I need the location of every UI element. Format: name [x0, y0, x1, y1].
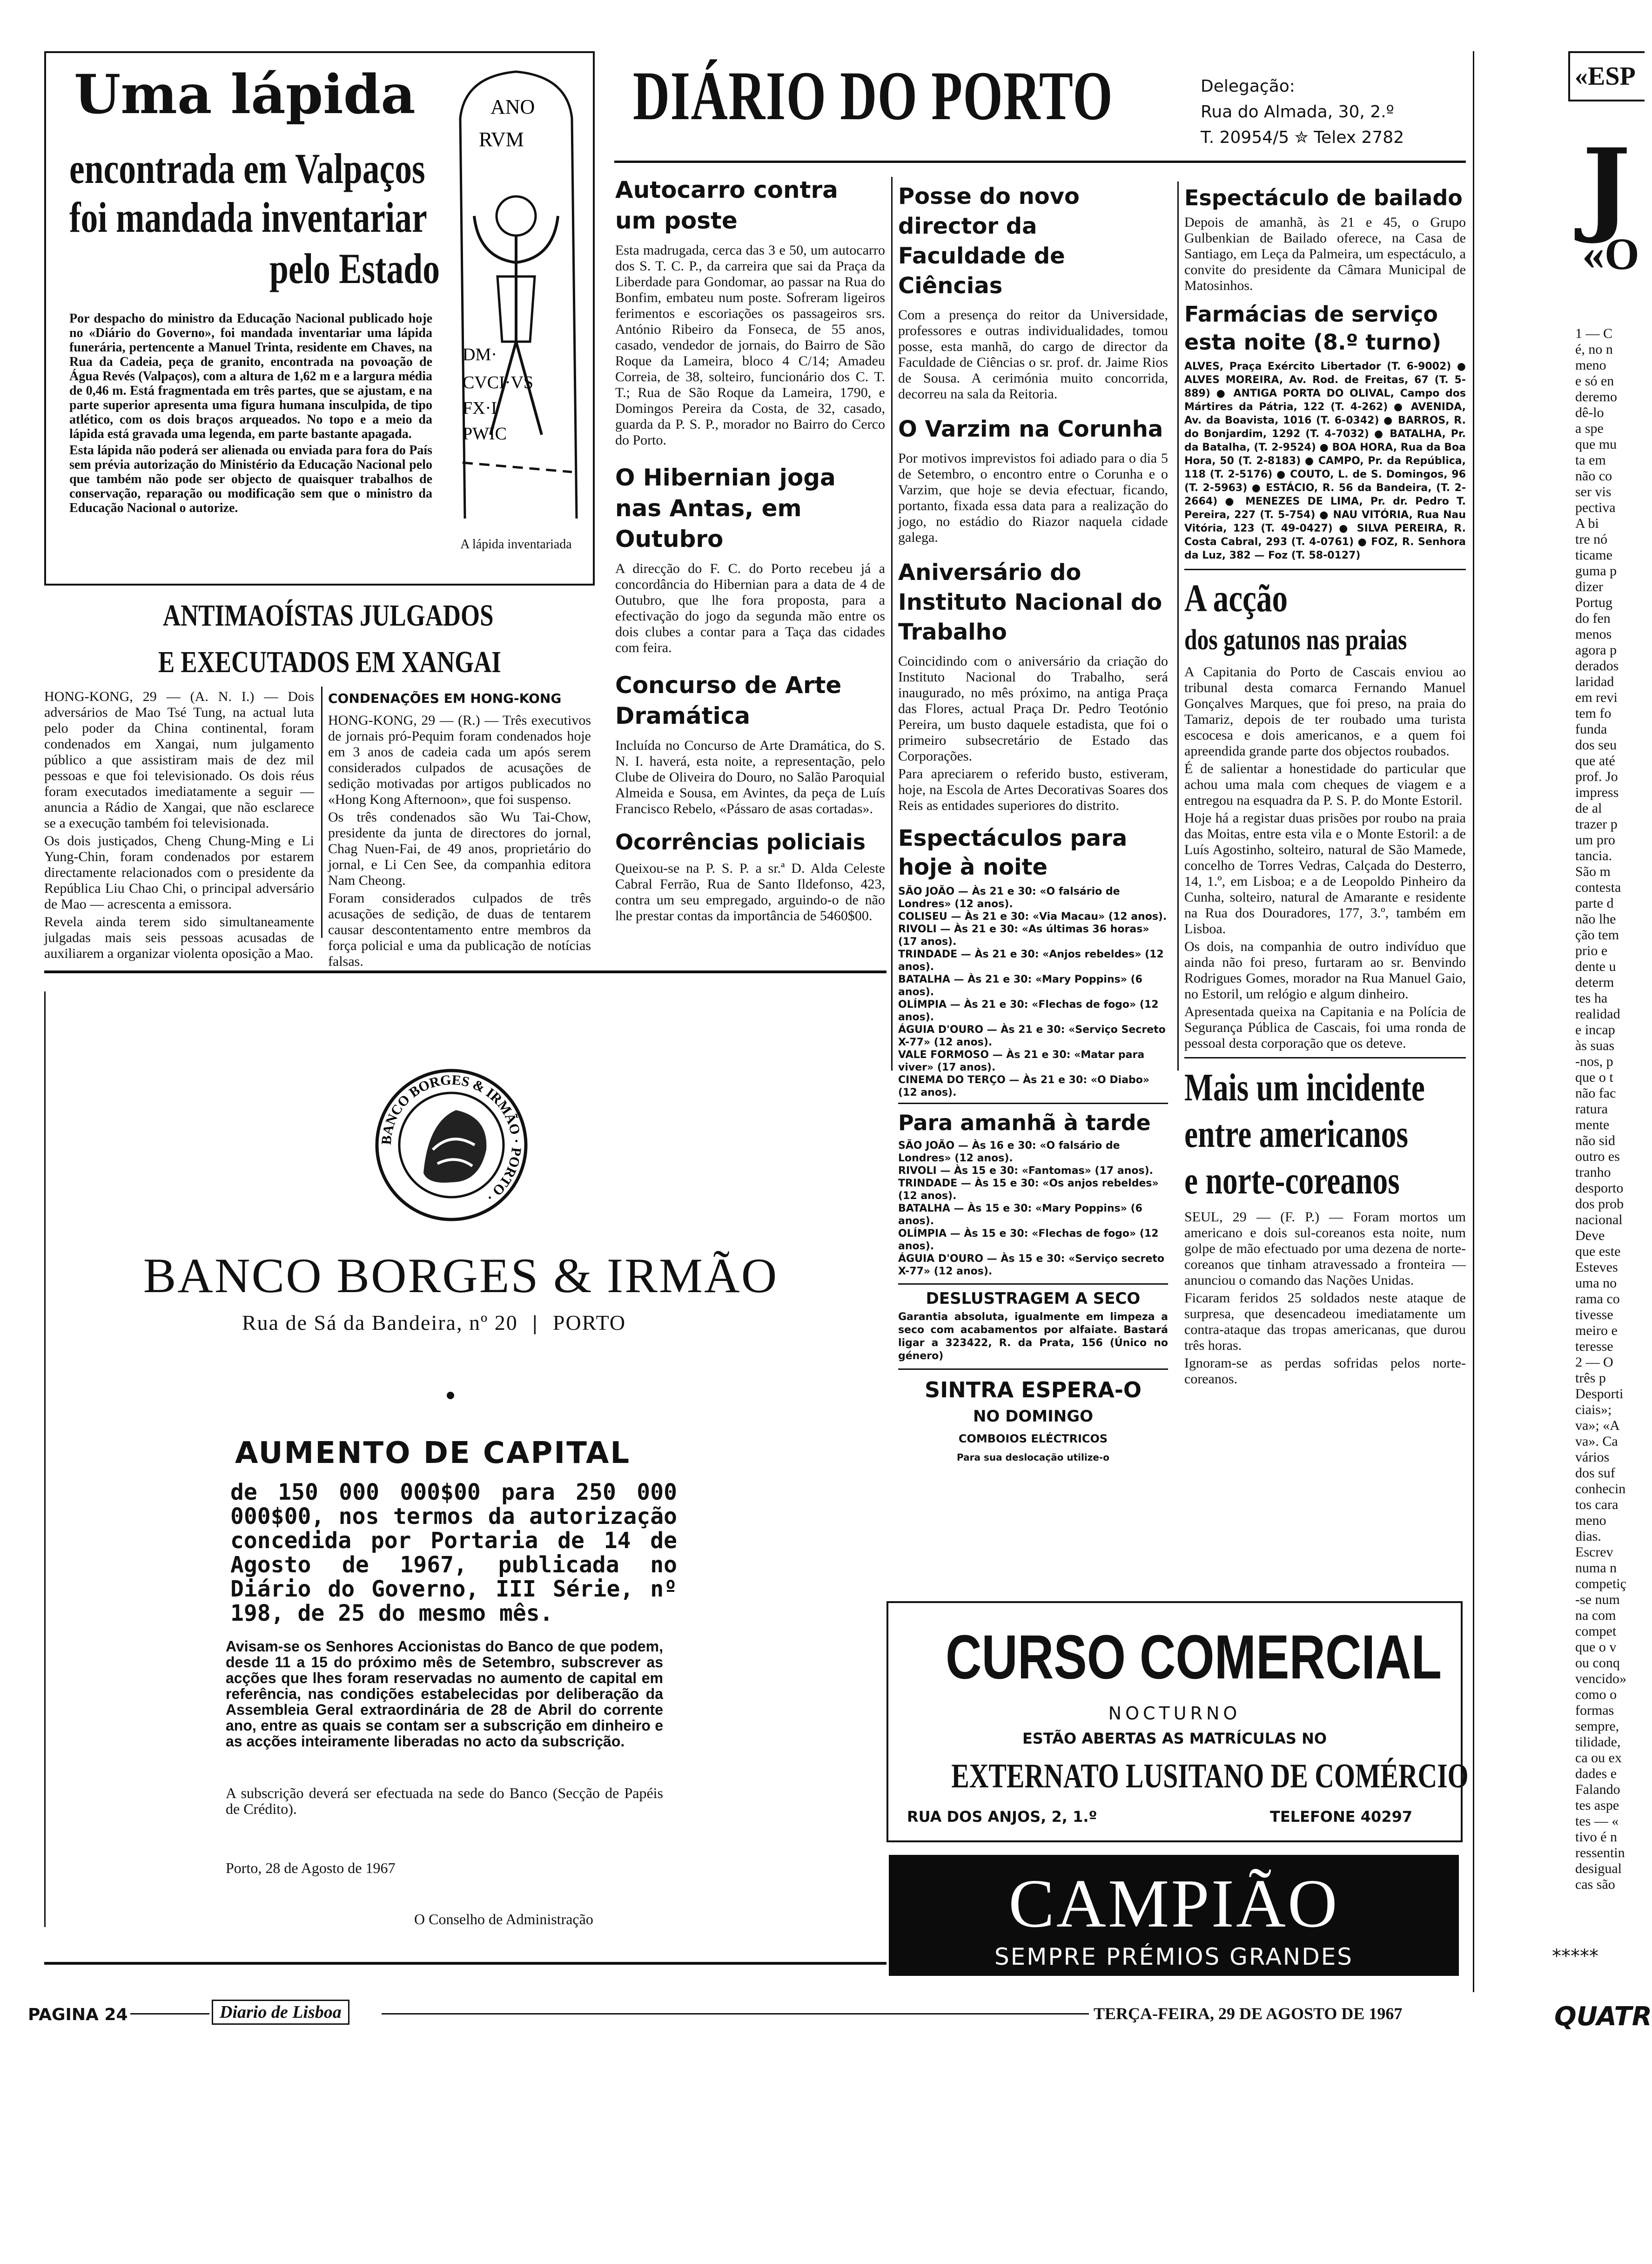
lapida-subtitle-2: foi mandada inventariar — [69, 194, 427, 241]
antimaoistas-body-2: Os dois justiçados, Cheng Chung-Ming e Li Yung-Chin, foram condenados por estarem directamente relacionados com o presidente da República Liu Chao Chi, o principal adversário de Mao — acrescenta a emissora. — [44, 833, 314, 912]
sintra-domingo: NO DOMINGO — [973, 1407, 1094, 1426]
col2-divider — [891, 177, 893, 1071]
antimaoistas-col-2 — [328, 691, 591, 971]
right-edge-line: Desporti — [1575, 1386, 1624, 1402]
incidente-rule — [1184, 1057, 1466, 1058]
right-edge-line: realidad — [1575, 1006, 1620, 1022]
footer-date: TERÇA-FEIRA, 29 DE AGOSTO DE 1967 — [1094, 2004, 1403, 2023]
posse-title: Posse do novo director da Faculdade de Ciências — [898, 183, 1080, 299]
right-edge-line: dos prob — [1575, 1196, 1624, 1212]
sintra-rule — [898, 1368, 1168, 1370]
right-edge-line: tes — « — [1575, 1813, 1619, 1829]
right-edge-line: funda — [1575, 721, 1607, 737]
banco-bottom-rule — [44, 1962, 886, 1965]
amanha-item: ÁGUIA D'OURO — Às 15 e 30: «Serviço secreto X-77» (12 anos). — [898, 1253, 1165, 1277]
banco-left-rule — [44, 991, 46, 1927]
right-edge-line: que este — [1575, 1244, 1621, 1259]
right-edge-line: dias. — [1575, 1529, 1601, 1544]
right-edge-line: que mu — [1575, 437, 1617, 452]
footer-page: PAGINA 24 — [28, 2005, 128, 2024]
lapida-body-1: Por despacho do ministro da Educação Nacional publicado hoje no «Diário do Governo», foi mandada inventariar uma lápida funerária, pertencente a Manuel Trinta, residente em Chaves, na Rua da Cadeia, peça de granito, encontrada na povoação de Água Revés (Valpaços), com a altura de 1,62 m e a largura média de 0,46 m. Está fragmentada em três partes, que se ajustam, e na parte superior apresenta uma figura humana insculpida, de tipo atlético, com os dois braços arqueados. No topo e a meio da lápida está gravada uma legenda, em parte bastante apagada. — [69, 311, 432, 441]
col3-divider — [1177, 182, 1179, 1071]
right-edge-line: e só en — [1575, 373, 1614, 389]
right-edge-line: ca ou ex — [1575, 1750, 1622, 1765]
aniversario-body-2: Para apreciarem o referido busto, estiveram, hoje, na Escola de Artes Decorativas Soares dos Reis as entidades superiores do distrito. — [898, 766, 1168, 813]
autocarro-title: Autocarro contra um poste — [615, 176, 838, 234]
lapida-body — [69, 311, 432, 517]
right-edge-line: a spe — [1575, 421, 1604, 436]
right-edge-line: meno — [1575, 357, 1606, 373]
accao-body-5: Apresentada queixa na Capitania e na Polícia de Segurança Pública de Cascais, foi uma ronda de pessoal desta corporação que os deteve. — [1184, 1004, 1466, 1051]
hongkong-body-2: Os três condenados são Wu Tai-Chow, presidente da junta de directores do jornal, Chag Nuen-Fai, de 49 anos, proprietário do jornal, e Li Cen See, da companhia editora Nam Cheong. — [328, 809, 591, 888]
col4-right-divider — [1473, 51, 1474, 1992]
right-edge-line: meiro e — [1575, 1323, 1618, 1338]
right-edge-line: São m — [1575, 864, 1611, 879]
right-edge-line: às suas — [1575, 1038, 1615, 1053]
right-edge-line: A bi — [1575, 516, 1599, 531]
curso-rua: RUA DOS ANJOS, 2, 1.º — [907, 1808, 1097, 1826]
right-edge-line: vários — [1575, 1449, 1610, 1465]
varzim-title: O Varzim na Corunha — [898, 416, 1163, 442]
ocorrencias-body: Queixou-se na P. S. P. a sr.ª D. Alda Celeste Cabral Ferrão, Rua de Santo Ildefonso, 423, contra um seu empregado, arguindo-o de não lhe prestar contas da importância de 5460$00. — [615, 861, 885, 923]
right-edge-line: Falando — [1575, 1782, 1620, 1797]
espectaculo-item: RIVOLI — Às 21 e 30: «As últimas 36 horas» (17 anos). — [898, 923, 1149, 948]
aniversario-title: Aniversário do Instituto Nacional do Trabalho — [898, 559, 1162, 645]
inscription-1: ANO — [490, 95, 535, 118]
accao-rule — [1184, 569, 1466, 570]
espectaculo-item: ÁGUIA D'OURO — Às 21 e 30: «Serviço Secreto X-77» (12 anos). — [898, 1024, 1166, 1048]
lapida-body-2: Esta lápida não poderá ser alienada ou enviada para fora do País sem prévia autorização do Ministério da Educação Nacional pelo que também não pode ser objecto de quaisquer trabalhos de conservação, reparação ou modificação sem que o ministro da Educação Nacional o autorize. — [69, 443, 432, 515]
inscription-5: FX·I — [463, 398, 497, 418]
right-edge-line: Portug — [1575, 595, 1613, 610]
right-edge-line: que até — [1575, 753, 1615, 768]
banco-heading: AUMENTO DE CAPITAL — [235, 1436, 631, 1470]
antimaoistas-body-1: HONG-KONG, 29 — (A. N. I.) — Dois adversários de Mao Tsé Tung, na actual luta pelo poder da China continental, foram condenados em Xangai, num julgamento público a que assistiram mais de dez mil pessoas e que foi televisionado. Os dois réus foram executados imediatamente a seguir — anuncia a Rádio de Xangai, que não esclarece se a execução também foi televisionada. — [44, 689, 314, 831]
right-edge-line: em revi — [1575, 690, 1618, 705]
right-edge-line: não co — [1575, 468, 1612, 484]
lapida-subtitle-1: encontrada em Valpaços — [69, 145, 425, 192]
amanha-list — [898, 1139, 1168, 1278]
banco-bullet — [447, 1392, 454, 1399]
right-edge-line: Esteves — [1575, 1260, 1618, 1275]
right-edge-line: um pro — [1575, 832, 1615, 848]
right-edge-line: tranho — [1575, 1165, 1611, 1180]
concurso-title: Concurso de Arte Dramática — [615, 672, 842, 729]
lapida-drawing — [446, 62, 586, 532]
right-edge-line: três p — [1575, 1370, 1606, 1386]
right-edge-line: trazer p — [1575, 816, 1618, 832]
right-edge-line: prof. Jo — [1575, 769, 1618, 784]
curso-ad — [886, 1601, 1469, 1842]
right-edge-line: tes ha — [1575, 990, 1608, 1006]
bailado-body: Depois de amanhã, às 21 e 45, o Grupo Gulbenkian de Bailado oferece, na Casa de Santiago, em Leça da Palmeira, um espectáculo, a convite do presidente da Câmara Municipal de Matosinhos. — [1184, 215, 1466, 293]
right-edge-line: é, no n — [1575, 342, 1613, 357]
hibernian-title: O Hibernian joga nas Antas, em Outubro — [615, 464, 836, 553]
hongkong-subtitle: CONDENAÇÕES EM HONG-KONG — [328, 691, 562, 706]
right-edge-line: ressentin — [1575, 1845, 1625, 1860]
campiao-title: CAMPIÃO — [1008, 1866, 1339, 1942]
right-edge-line: -nos, p — [1575, 1054, 1613, 1069]
incidente-body-1: SEUL, 29 — (F. P.) — Foram mortos um americano e dois sul-coreanos esta noite, num golpe de mão efectuado por uma dezena de norte-coreanos que tinham atravessado a fronteira — anunciou o comando das Nações Unidas. — [1184, 1209, 1466, 1288]
espectaculos-list — [898, 885, 1168, 1099]
hongkong-body-1: HONG-KONG, 29 — (R.) — Três executivos de jornais pró-Pequim foram condenados hoje em 3 anos de cadeia cada um após serem considerados culpados de acusações de sedição motivadas por artigos publicados no «Hong Kong Afternoon», que foi suspenso. — [328, 713, 591, 807]
right-edge-line: ticame — [1575, 547, 1612, 563]
right-edge-quote: «O — [1582, 229, 1639, 279]
masthead-rule — [614, 161, 1466, 163]
right-edge-line: do fen — [1575, 611, 1611, 626]
aniversario-body-1: Coincidindo com o aniversário da criação do Instituto Nacional do Trabalho, será inaugurado, no mês próximo, na antiga Praça das Flores, actual Praça Dr. Pedro Teotónio Pereira, um busto daquele estadista, que foi o primeiro subsecretário de Estado das Corporações. — [898, 654, 1168, 764]
right-edge-stars: ***** — [1552, 1946, 1598, 1967]
right-edge-line: cas são — [1575, 1877, 1615, 1892]
right-edge-line: competiç — [1575, 1576, 1626, 1591]
masthead-title: DIÁRIO DO PORTO — [633, 57, 1114, 135]
right-edge-line: tivo é n — [1575, 1829, 1617, 1845]
right-edge-line: pectiva — [1575, 500, 1616, 515]
right-edge-line: dos suf — [1575, 1465, 1615, 1481]
bailado-title: Espectáculo de bailado — [1184, 185, 1463, 210]
right-edge-line: impress — [1575, 785, 1619, 800]
right-edge-line: não fac — [1575, 1085, 1616, 1101]
right-edge-line: tes aspe — [1575, 1798, 1619, 1813]
right-edge-line: contesta — [1575, 880, 1621, 895]
right-edge-line: tos cara — [1575, 1497, 1618, 1512]
banco-divider: | — [532, 1311, 538, 1334]
farmacias-body: ALVES, Praça Exército Libertador (T. 6-9002) ● ALVES MOREIRA, Av. Rod. de Freitas, 67 (T. 5-889) ● ANTIGA PORTA DO OLIVAL, Campo dos Mártires da Pátria, 122 (T. 4-262) ● AVENIDA, Av. da Boavista, 1016 (T. 6-0342) ● BARROS, R. do Bonjardim, 1292 (T. 4-7032) ● BATALHA, Pr. da Batalha, (T. 2-9524) ● BOA HORA, Rua da Boa Hora, 50 (T. 2-8183) ● CAMPO, Pr. da República, 118 (T. 2-5176) ● COUTO, L. de S. Domingos, 96 (T. 2-5963) ● ESTÁCIO, R. 56 da Bandeira, (T. 2-2664) ● MENEZES DE LIMA, Pr. dr. Pedro T. Pereira, 227 (T. 5-754) ● NAU VITÓRIA, Rua Nau Vitória, 123 (T. 49-0427) ● SILVA PEREIRA, R. Costa Cabral, 293 (T. 4-0761) ● FOZ, R. Senhora da Luz, 382 — Foz (T. 58-0127) — [1184, 361, 1466, 561]
right-edge-line: não lhe — [1575, 911, 1616, 927]
right-edge-line: va»; «A — [1575, 1418, 1620, 1433]
incidente-title-3: e norte-coreanos — [1184, 1159, 1400, 1202]
inscription-2: RVM — [479, 128, 524, 151]
espectaculo-item: SÃO JOÃO — Às 21 e 30: «O falsário de Londres» (12 anos). — [898, 886, 1120, 910]
right-edge-line: tilidade, — [1575, 1734, 1621, 1750]
amanha-item: TRINDADE — Às 15 e 30: «Os anjos rebeldes» (12 anos). — [898, 1178, 1159, 1202]
right-edge-line: tre nó — [1575, 532, 1608, 547]
incidente-title-1: Mais um incidente — [1184, 1066, 1425, 1109]
right-edge-line: agora p — [1575, 642, 1617, 658]
right-edge-line: ção tem — [1575, 927, 1619, 943]
espectaculo-item: VALE FORMOSO — Às 21 e 30: «Matar para viver» (17 anos). — [898, 1049, 1145, 1073]
deslustragem-rule — [898, 1283, 1168, 1285]
espectaculos-title: Espectáculos para hoje à noite — [898, 825, 1128, 880]
right-edge-line: dizer — [1575, 579, 1603, 594]
farmacias-title: Farmácias de serviço esta noite (8.º turno) — [1184, 302, 1442, 355]
right-edge-line: meno — [1575, 1513, 1606, 1528]
posse-body: Com a presença do reitor da Universidade, professores e outras individualidades, tomou posse, esta manhã, do cargo de director da Faculdade de Ciências o sr. prof. dr. Jaime Rios de Sousa. A cerimónia muito concorrida, decorreu na sala da Reitoria. — [898, 307, 1168, 402]
banco-name: BANCO BORGES & IRMÃO — [143, 1248, 779, 1303]
banco-paragraph-3: A subscrição deverá ser efectuada na sede do Banco (Secção de Papéis de Crédito). — [226, 1785, 663, 1817]
espectaculo-item: OLÍMPIA — Às 21 e 30: «Flechas de fogo» (12 anos). — [898, 999, 1159, 1023]
accao-subtitle: dos gatunos nas praias — [1184, 624, 1407, 656]
right-edge-line: mente — [1575, 1117, 1610, 1132]
right-edge-line: Deve — [1575, 1228, 1605, 1243]
footer-rule-right — [382, 2013, 1089, 2015]
footer-rule-left — [130, 2013, 209, 2015]
right-edge-line: -se num — [1575, 1592, 1620, 1607]
hongkong-body-3: Foram considerados culpados de três acusações de sedição, de duas de tentarem causar descontentamento entre membros da força policial e uma da publicação de notícias falsas. — [328, 890, 591, 969]
antimaoistas-col-1 — [44, 689, 314, 964]
espectaculo-item: CINEMA DO TERÇO — Às 21 e 30: «O Diabo» (12 anos). — [898, 1074, 1150, 1098]
lapida-box — [44, 51, 595, 586]
footer-paper-box — [212, 2000, 349, 2025]
right-edge-text — [1575, 326, 1638, 1893]
banco-seal-text: BANCO BORGES & IRMÃO · PORTO · — [378, 1072, 524, 1205]
deslustragem-title: DESLUSTRAGEM A SECO — [926, 1289, 1141, 1308]
right-edge-line: guma p — [1575, 563, 1617, 579]
lapida-title: Uma lápida — [74, 63, 416, 126]
right-edge-line: vencido» — [1575, 1671, 1626, 1686]
right-edge-fragment: «ESP — [1575, 62, 1636, 91]
masthead-phone: T. 20954/5 ✮ Telex 2782 — [1201, 128, 1404, 147]
column-4 — [1184, 184, 1466, 1389]
accao-body-3: Hoje há a registar duas prisões por roubo na praia das Moitas, entre esta vila e o Monte Estoril: a de Luís Agostinho, solteiro, natural de São Mamede, concelho de Torres Vedras, Calçada do Desterro, 14, 1.º, em Lisboa; e a de Leopoldo Pinheiro da Cunha, solteiro, natural de Amarante e residente na Rua dos Douradores, 177, 3.º, também em Lisboa. — [1184, 810, 1466, 937]
right-edge-line: formas — [1575, 1703, 1614, 1718]
amanha-item: RIVOLI — Às 15 e 30: «Fantomas» (17 anos). — [898, 1165, 1153, 1177]
varzim-body: Por motivos imprevistos foi adiado para o dia 5 de Setembro, o encontro entre o Corunha e o Varzim, que hoje se devia efectuar, ficando, portanto, fixada essa data para a realização do jogo, no estádio do Riazor naquela cidade galega. — [898, 451, 1168, 545]
banco-seal — [372, 1066, 531, 1224]
incidente-body-2: Ficaram feridos 25 soldados neste ataque de surpresa, que desencadeou imediatamente um contra-ataque das tropas americanas, que durou três horas. — [1184, 1290, 1466, 1353]
right-edge-line: 2 — O — [1575, 1354, 1613, 1370]
right-edge-big-letter: J — [1582, 126, 1631, 246]
right-edge-line: ciais»; — [1575, 1402, 1612, 1417]
right-edge-line: prio e — [1575, 943, 1608, 958]
banco-address: Rua de Sá da Bandeira, nº 20 — [242, 1311, 518, 1334]
right-edge-line: ou conq — [1575, 1655, 1620, 1671]
banco-paragraph-2: Avisam-se os Senhores Accionistas do Banco de que podem, desde 11 a 15 do próximo mês de Setembro, subscrever as acções que lhes foram reservadas no aumento de capital em referência, nas condições estabelecidas por deliberação da Assembleia Geral extraordinária de 28 de Abril do corrente ano, entre as quais se contam ser a subscrição em dinheiro e as acções inteiramente liberadas no acto da subscrição. — [226, 1638, 663, 1750]
right-edge-line: deremo — [1575, 389, 1617, 404]
right-edge-line: rama co — [1575, 1291, 1620, 1307]
right-edge-line: outro es — [1575, 1149, 1620, 1164]
espectaculo-item: TRINDADE — Às 21 e 30: «Anjos rebeldes» (12 anos). — [898, 949, 1164, 973]
right-edge-line: ratura — [1575, 1101, 1608, 1117]
right-edge-line: ser vis — [1575, 484, 1612, 499]
amanha-title: Para amanhã à tarde — [898, 1110, 1151, 1135]
antimaoistas-col-divider — [321, 687, 322, 938]
right-edge-line: teresse — [1575, 1339, 1613, 1354]
curso-title: CURSO COMERCIAL — [946, 1623, 1442, 1692]
footer-paper: Diario de Lisboa — [220, 2002, 342, 2022]
column-3 — [898, 182, 1168, 1463]
sintra-comboios: COMBOIOS ELÉCTRICOS — [958, 1432, 1108, 1445]
banco-top-rule — [44, 970, 886, 973]
lapida-caption: A lápida inventariada — [460, 537, 572, 552]
right-edge-line: dades e — [1575, 1766, 1617, 1781]
right-edge-line: laridad — [1575, 674, 1614, 689]
right-edge-line: como o — [1575, 1687, 1617, 1702]
accao-title: A acção — [1184, 577, 1288, 620]
lapida-subtitle-3: pelo Estado — [269, 245, 440, 292]
column-2 — [615, 175, 885, 926]
ocorrencias-title: Ocorrências policiais — [615, 829, 866, 855]
banco-signature: O Conselho de Administração — [414, 1911, 593, 1927]
right-edge-line: de al — [1575, 801, 1602, 816]
espectaculo-item: COLISEU — Às 21 e 30: «Via Macau» (12 anos). — [898, 911, 1167, 923]
right-edge-line: não sid — [1575, 1133, 1615, 1148]
antimaoistas-title-1: ANTIMAOÍSTAS JULGADOS — [163, 599, 494, 633]
banco-city: PORTO — [552, 1311, 626, 1334]
amanha-item: OLÍMPIA — Às 15 e 30: «Flechas de fogo» (12 anos). — [898, 1228, 1159, 1252]
right-edge-line: tivesse — [1575, 1307, 1613, 1322]
masthead-delegacao: Delegação: — [1201, 77, 1295, 96]
inscription-4: CVCI·VS — [463, 373, 534, 392]
hibernian-body: A direcção do F. C. do Porto recebeu já a concordância do Hibernian para a data de 4 de Outubro, que lhe fora proposta, para a efectivação do jogo da segunda mão entre os dois clubes a contar para a Taça das cidades com feira. — [615, 561, 885, 655]
right-edge-line: dente u — [1575, 959, 1616, 974]
deslustragem-body: Garantia absoluta, igualmente em limpeza a seco com acabamentos por alfaiate. Bastará ligar a 323422, R. da Prata, 156 (Único no género) — [898, 1311, 1168, 1362]
right-edge-line: Escrev — [1575, 1544, 1613, 1560]
right-edge-line: tem fo — [1575, 706, 1612, 721]
right-edge-line: determ — [1575, 975, 1614, 990]
right-edge-line: na com — [1575, 1608, 1616, 1623]
right-edge-line: desporto — [1575, 1180, 1624, 1196]
right-edge-line: derados — [1575, 658, 1619, 674]
masthead-address: Rua do Almada, 30, 2.º — [1201, 102, 1394, 121]
incidente-title-2: entre americanos — [1184, 1112, 1408, 1156]
concurso-body: Incluída no Concurso de Arte Dramática, do S. N. I. haverá, esta noite, a representação, pelo Clube de Oliveira do Douro, no Salão Paroquial Almeida e Sousa, em Avintes, da peça de Luís Francisco Rebelo, «Pássaro de asas cortadas». — [615, 738, 885, 816]
right-edge-line: e incap — [1575, 1022, 1615, 1038]
right-edge-quatr: QUATR — [1554, 2001, 1652, 2032]
banco-paragraph-1: de 150 000 000$00 para 250 000 000$00, nos termos da autorização concedida por Portaria de 14 de Agosto de 1967, publicada no Diário do Governo, III Série, nº 198, de 25 do mesmo mês. — [230, 1479, 677, 1626]
curso-abertas: ESTÃO ABERTAS AS MATRÍCULAS NO — [1022, 1730, 1327, 1747]
sintra-utilize: Para sua deslocação utilize-o — [957, 1452, 1109, 1463]
right-edge-box — [1568, 51, 1645, 101]
campiao-ad — [889, 1855, 1459, 1976]
sintra-title: SINTRA ESPERA-O — [924, 1377, 1142, 1402]
right-edge-line: va». Ca — [1575, 1434, 1618, 1449]
curso-telefone: TELEFONE 40297 — [1270, 1808, 1413, 1826]
right-edge-line: numa n — [1575, 1560, 1617, 1576]
incidente-body-3: Ignoram-se as perdas sofridas pelos norte-coreanos. — [1184, 1355, 1466, 1387]
banco-date: Porto, 28 de Agosto de 1967 — [226, 1860, 396, 1876]
espectaculos-rule — [898, 1103, 1168, 1104]
right-edge-line: que o v — [1575, 1639, 1617, 1655]
campiao-slogan: SEMPRE PRÉMIOS GRANDES — [994, 1943, 1354, 1970]
right-edge-line: parte d — [1575, 896, 1614, 911]
right-edge-line: ta em — [1575, 452, 1606, 468]
right-edge-line: compet — [1575, 1624, 1617, 1639]
banco-address-line — [242, 1310, 626, 1335]
antimaoistas-title-2: E EXECUTADOS EM XANGAI — [158, 645, 501, 679]
right-edge-line: conhecin — [1575, 1481, 1626, 1496]
right-edge-line: dos seu — [1575, 737, 1617, 753]
right-edge-line: tancia. — [1575, 848, 1612, 863]
espectaculo-item: BATALHA — Às 21 e 30: «Mary Poppins» (6 anos). — [898, 974, 1142, 998]
inscription-3: DM· — [463, 345, 497, 364]
accao-body-4: Os dois, na companhia de outro indivíduo que ainda não foi preso, furtaram ao sr. Benvindo Rodrigues Gomes, morador na Rua Manuel Gaio, no Estoril, um relógio e algum dinheiro. — [1184, 939, 1466, 1002]
curso-nocturno: NOCTURNO — [1108, 1703, 1241, 1724]
antimaoistas-body-3: Revela ainda terem sido simultaneamente julgadas mais seis pessoas acusadas de auxiliarem a organizar violenta oposição a Mao. — [44, 914, 314, 961]
right-edge-line: menos — [1575, 627, 1612, 642]
autocarro-body: Esta madrugada, cerca das 3 e 50, um autocarro dos S. T. C. P., da carreira que sai da Praça da Liberdade para Gondomar, ao passar na Rua do Bonfim, embateu num poste. Sofreram ligeiros ferimentos e escoriações os passageiros srs. António Ribeiro da Fonseca, de 55 anos, casado, vendedor de jornais, do Bairro de São Roque da Lameira, bloco 4 C/14; Amadeu Correia, de 38, solteiro, funcionário dos C. T. T.; Rua de São Roque da Lameira, 1790, e Domingos Pereira da Costa, de 32, casado, guarda da P. S. P., morador no Bairro do Cerco do Porto. — [615, 243, 885, 448]
right-edge-line: nacional — [1575, 1212, 1623, 1227]
right-edge-line: dê-lo — [1575, 405, 1604, 420]
right-edge-line: sempre, — [1575, 1718, 1619, 1734]
inscription-6: PWIC — [463, 424, 507, 444]
amanha-item: BATALHA — Às 15 e 30: «Mary Poppins» (6 anos). — [898, 1203, 1142, 1227]
right-edge-line: uma no — [1575, 1275, 1617, 1291]
accao-body-1: A Capitania do Porto de Cascais enviou ao tribunal desta comarca Fernando Manuel Gonçalves Marques, que foi preso, na praia do Tamariz, depois de ter roubado uma turista escocesa e dois americanos, e a quem foi apreendida grande parte dos objectos roubados. — [1184, 664, 1466, 759]
amanha-item: SÃO JOÃO — Às 16 e 30: «O falsário de Londres» (12 anos). — [898, 1140, 1120, 1164]
curso-externato: EXTERNATO LUSITANO DE COMÉRCIO — [951, 1757, 1469, 1795]
right-edge-line: 1 — C — [1575, 326, 1613, 341]
right-edge-line: desigual — [1575, 1861, 1622, 1876]
right-edge-line: que o t — [1575, 1070, 1613, 1085]
accao-body-2: É de salientar a honestidade do particular que achou uma mala com cheques de viagem e a entregou na esquadra da P. S. P. do Monte Estoril. — [1184, 761, 1466, 808]
